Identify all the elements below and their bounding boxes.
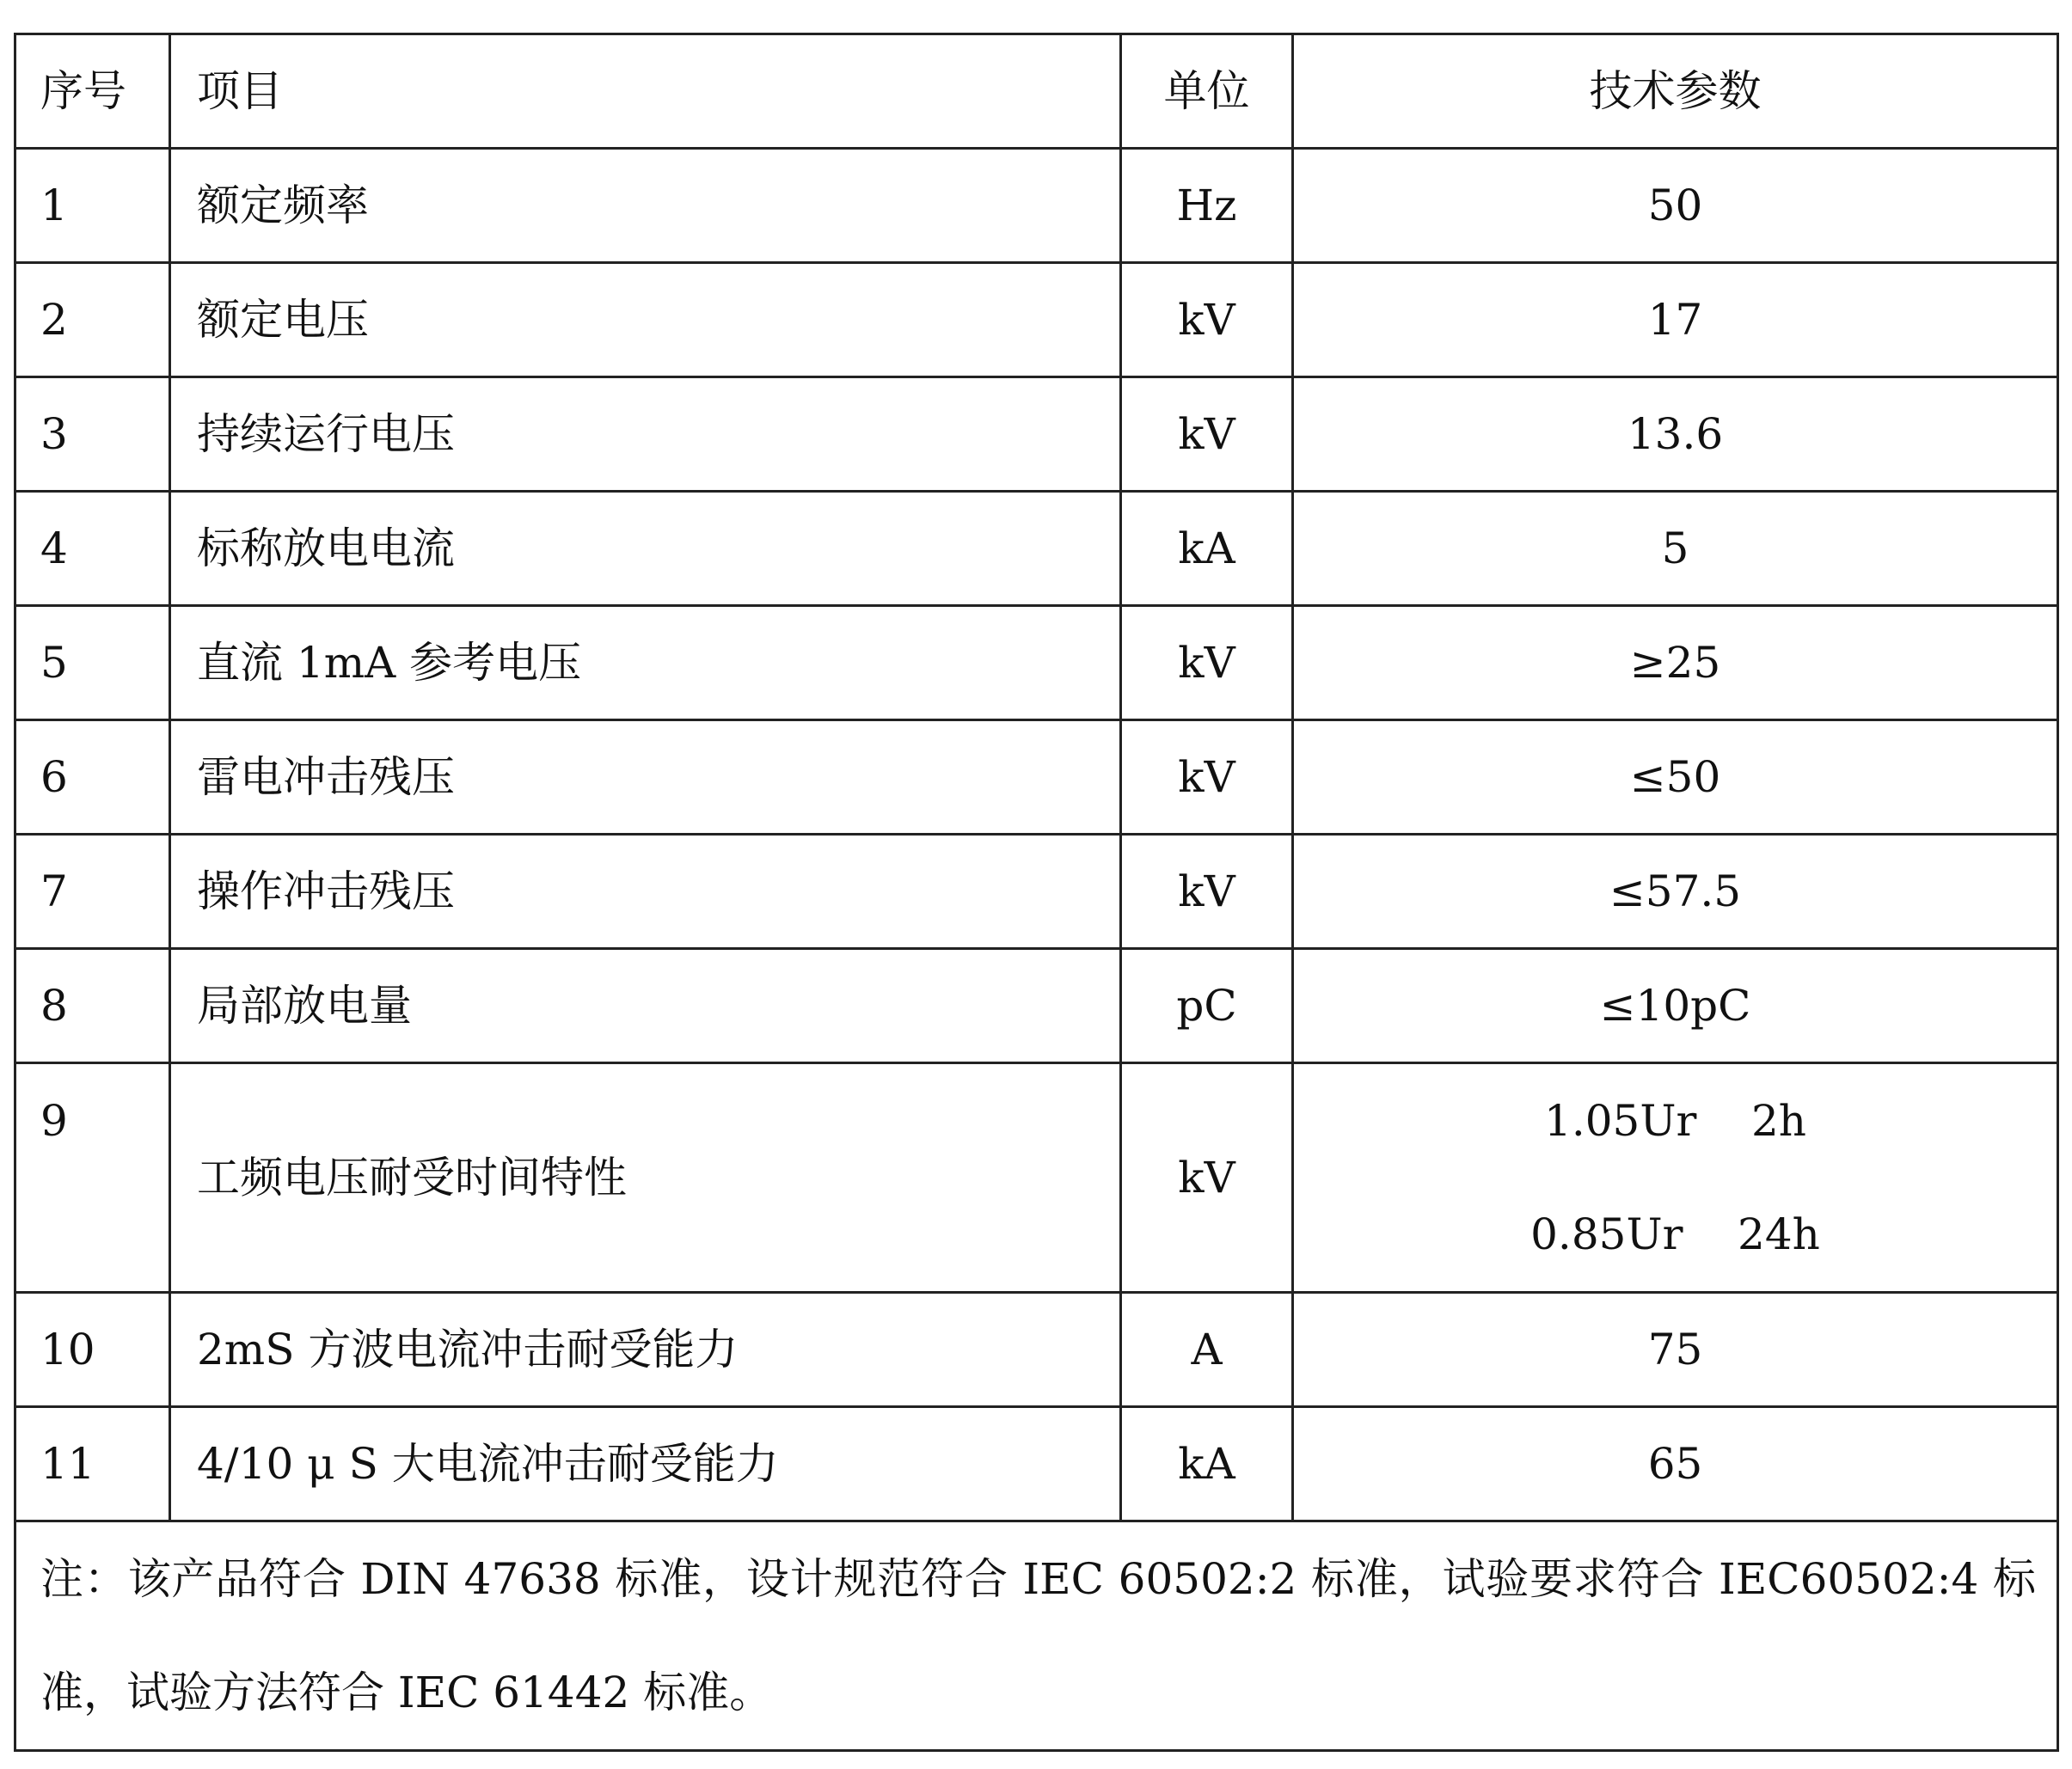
row-unit: A <box>1121 1293 1293 1407</box>
note-row <box>15 1521 2058 1751</box>
row-unit: Hz <box>1121 149 1293 263</box>
table-row <box>15 606 2058 720</box>
row-no: 9 <box>15 1063 170 1293</box>
header-item: 项目 <box>170 34 1121 149</box>
row-item: 操作冲击残压 <box>170 835 1121 949</box>
row-item: 额定电压 <box>170 263 1121 377</box>
row-unit: kV <box>1121 720 1293 835</box>
header-row <box>15 34 2058 149</box>
row-unit: kV <box>1121 263 1293 377</box>
row-unit: kV <box>1121 835 1293 949</box>
table-row <box>15 1063 2058 1293</box>
row-no: 5 <box>15 606 170 720</box>
row-item: 2mS 方波电流冲击耐受能力 <box>170 1293 1121 1407</box>
row-unit: kV <box>1121 1063 1293 1293</box>
row-no: 8 <box>15 949 170 1063</box>
table-row <box>15 720 2058 835</box>
table-row <box>15 949 2058 1063</box>
header-value: 技术参数 <box>1293 34 2058 149</box>
row-no: 3 <box>15 377 170 492</box>
row-item: 局部放电量 <box>170 949 1121 1063</box>
table-note: 注：该产品符合 DIN 47638 标准，设计规范符合 IEC 60502:2 标准，试验要求符合 IEC60502:4 标准，试验方法符合 IEC 61442 标准。 <box>15 1521 2058 1751</box>
value-line: 0.85Ur 24h <box>1530 1209 1820 1259</box>
row-no: 2 <box>15 263 170 377</box>
row-item: 额定频率 <box>170 149 1121 263</box>
row-value: 5 <box>1293 492 2058 606</box>
row-no: 6 <box>15 720 170 835</box>
row-value: ≤50 <box>1293 720 2058 835</box>
row-item: 持续运行电压 <box>170 377 1121 492</box>
row-unit: kV <box>1121 606 1293 720</box>
table-row <box>15 492 2058 606</box>
table-row <box>15 149 2058 263</box>
row-value: 65 <box>1293 1407 2058 1521</box>
row-no: 4 <box>15 492 170 606</box>
row-no: 11 <box>15 1407 170 1521</box>
row-value: ≤10pC <box>1293 949 2058 1063</box>
row-unit: kV <box>1121 377 1293 492</box>
header-no: 序号 <box>15 34 170 149</box>
value-line: 1.05Ur 2h <box>1544 1096 1806 1146</box>
row-value: ≤57.5 <box>1293 835 2058 949</box>
header-unit: 单位 <box>1121 34 1293 149</box>
row-no: 10 <box>15 1293 170 1407</box>
spec-table <box>14 33 2059 1752</box>
row-value-multi <box>1293 1063 2058 1293</box>
row-value: 75 <box>1293 1293 2058 1407</box>
row-item: 4/10 μ S 大电流冲击耐受能力 <box>170 1407 1121 1521</box>
row-unit: pC <box>1121 949 1293 1063</box>
row-value: 50 <box>1293 149 2058 263</box>
table-row <box>15 835 2058 949</box>
table-row <box>15 1293 2058 1407</box>
row-unit: kA <box>1121 492 1293 606</box>
table-row <box>15 1407 2058 1521</box>
row-item: 工频电压耐受时间特性 <box>170 1063 1121 1293</box>
table-row <box>15 377 2058 492</box>
row-item: 标称放电电流 <box>170 492 1121 606</box>
row-no: 1 <box>15 149 170 263</box>
row-value: ≥25 <box>1293 606 2058 720</box>
row-no: 7 <box>15 835 170 949</box>
row-unit: kA <box>1121 1407 1293 1521</box>
row-value: 17 <box>1293 263 2058 377</box>
row-value: 13.6 <box>1293 377 2058 492</box>
row-item: 直流 1mA 参考电压 <box>170 606 1121 720</box>
table-row <box>15 263 2058 377</box>
row-item: 雷电冲击残压 <box>170 720 1121 835</box>
